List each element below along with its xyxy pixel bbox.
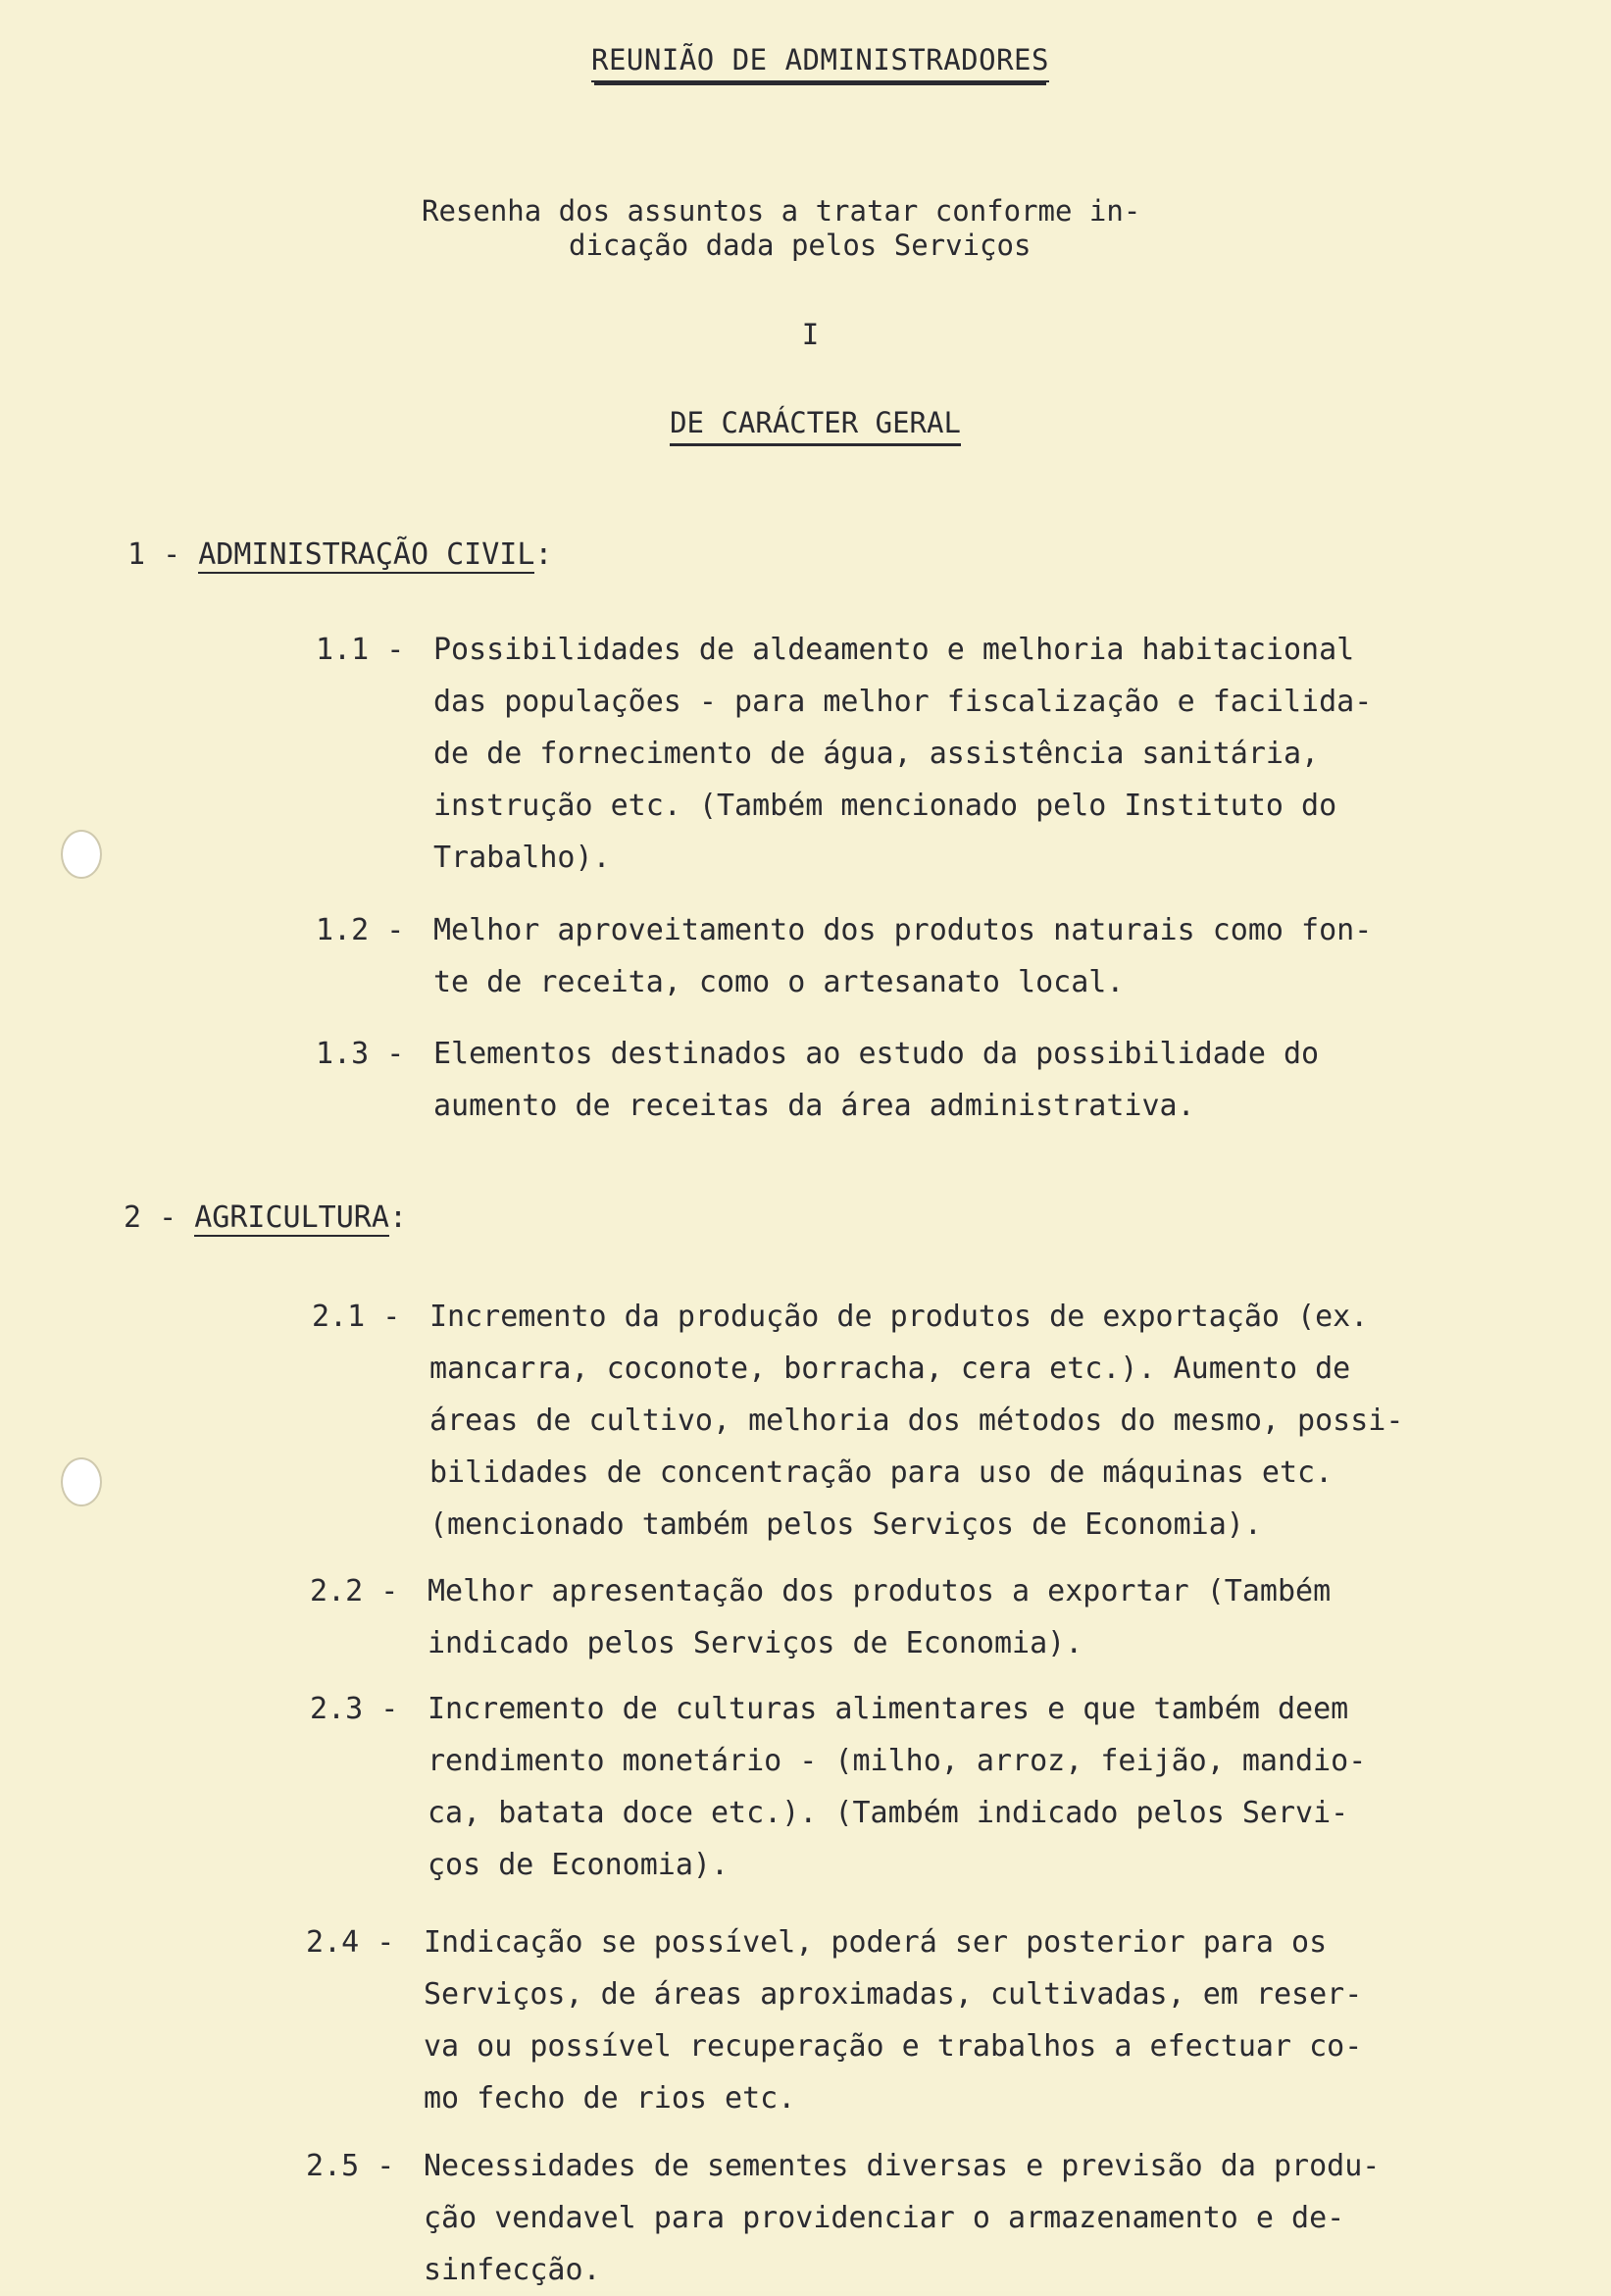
section-heading-title: AGRICULTURA <box>194 1200 389 1235</box>
section-heading-title: ADMINISTRAÇÃO CIVIL <box>198 537 535 572</box>
list-item <box>310 1565 1457 1669</box>
subtitle-line: dicação dada pelos Serviços <box>569 229 1032 262</box>
item-text: Indicação se possível, poderá ser posterior para os Serviços, de áreas aproximadas, cultivadas, em reser- va ou possível recuperação e trabalhos a efectuar co- mo fecho de rios etc. <box>424 1925 1363 2116</box>
subtitle-line: Resenha dos assuntos a tratar conforme in- <box>422 194 1141 228</box>
punch-hole <box>61 830 102 879</box>
item-text: Necessidades de sementes diversas e previsão da produ- ção vendavel para providenciar o armazenamento e de- sinfecção. <box>424 2149 1381 2287</box>
part-numeral: I <box>801 318 820 351</box>
item-number: 2.5 - <box>306 2149 395 2183</box>
item-number: 1.1 - <box>316 633 405 667</box>
list-item <box>316 624 1463 884</box>
item-number: 2.1 - <box>312 1300 401 1334</box>
item-text: Incremento de culturas alimentares e que também deem rendimento monetário - (milho, arroz, feijão, mandio- ca, batata doce etc.). (Também indicado pelos Servi- ços de Economia). <box>428 1692 1367 1882</box>
punch-hole <box>61 1457 102 1506</box>
list-item <box>306 2140 1453 2296</box>
list-item <box>316 904 1463 1008</box>
section-heading: 2 - AGRICULTURA: <box>124 1200 407 1235</box>
document-subtitle <box>422 194 1140 263</box>
item-number: 1.2 - <box>316 913 405 947</box>
section-heading: 1 - ADMINISTRAÇÃO CIVIL: <box>127 537 553 572</box>
list-item <box>312 1291 1459 1551</box>
item-text: Incremento da produção de produtos de exportação (ex. mancarra, coconote, borracha, cera etc.). Aumento de áreas de cultivo, melhoria dos métodos do mesmo, possi- bilidades de concentração para uso de máquinas etc. (mencionado também pelos Serviços de Economia). <box>429 1300 1404 1542</box>
item-text: Melhor aproveitamento dos produtos naturais como fon- te de receita, como o artesanato local. <box>433 913 1373 999</box>
item-number: 2.3 - <box>310 1692 399 1726</box>
item-number: 1.3 - <box>316 1037 405 1071</box>
item-number: 2.4 - <box>306 1925 395 1960</box>
item-number: 2.2 - <box>310 1574 399 1608</box>
item-text: Possibilidades de aldeamento e melhoria habitacional das populações - para melhor fiscalização e facilida- de de fornecimento de água, assistência sanitária, instrução etc. (Também mencionado pelo Instituto do Trabalho). <box>433 633 1373 875</box>
list-item <box>306 1916 1453 2124</box>
part-title: DE CARÁCTER GERAL <box>0 406 1611 439</box>
item-text: Melhor apresentação dos produtos a exportar (Também indicado pelos Serviços de Economia). <box>428 1574 1332 1660</box>
document-title: REUNIÃO DE ADMINISTRADORES <box>0 43 1611 82</box>
list-item <box>316 1028 1463 1132</box>
item-text: Elementos destinados ao estudo da possibilidade do aumento de receitas da área administrativa. <box>433 1037 1320 1123</box>
list-item <box>310 1683 1457 1891</box>
